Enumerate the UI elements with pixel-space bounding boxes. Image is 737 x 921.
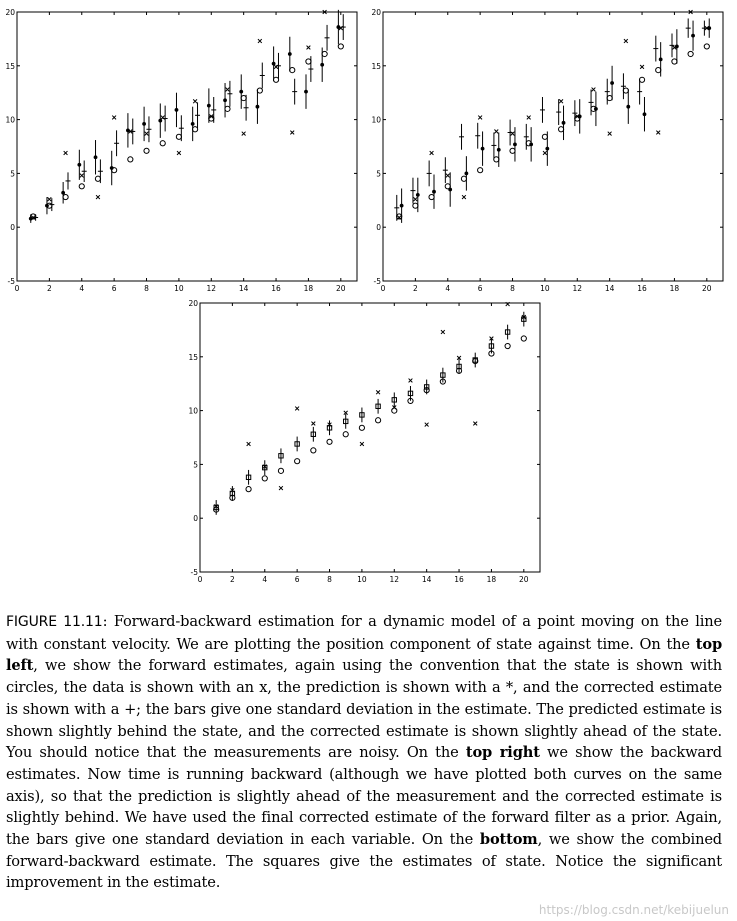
state-circle [262, 476, 267, 481]
data-x-mark [425, 423, 429, 427]
state-circle [461, 176, 466, 181]
prediction-star [675, 45, 679, 49]
x-tick-label: 18 [303, 284, 314, 293]
state-circle [359, 425, 364, 430]
state-circle [397, 214, 402, 219]
state-circle [375, 418, 380, 423]
x-tick-label: 6 [111, 284, 117, 293]
state-circle [343, 432, 348, 437]
prediction-star [562, 121, 566, 125]
data-x-mark [311, 422, 315, 426]
data-x-mark [279, 486, 283, 490]
x-tick-label: 0 [197, 575, 203, 584]
prediction-star [691, 34, 695, 38]
prediction-star [513, 142, 517, 146]
data-x-mark [494, 130, 498, 134]
x-tick-label: 0 [14, 284, 20, 293]
y-tick-label: 10 [371, 115, 381, 125]
data-x-mark [446, 174, 450, 178]
x-tick-label: 4 [79, 284, 85, 293]
x-tick-label: 4 [445, 284, 451, 293]
figure-caption [6, 611, 722, 894]
y-tick-label: -5 [373, 277, 381, 286]
prediction-star [594, 107, 598, 111]
y-tick-label: 10 [5, 115, 15, 125]
x-tick-label: 16 [271, 284, 281, 293]
y-tick-label: 5 [193, 460, 198, 470]
state-circle [704, 44, 709, 49]
data-x-mark [247, 442, 251, 446]
state-circle [558, 127, 563, 132]
x-tick-label: 2 [46, 284, 52, 293]
data-x-mark [441, 330, 445, 334]
state-circle [311, 448, 316, 453]
y-tick-label: 0 [376, 223, 381, 233]
data-x-mark [413, 197, 417, 201]
state-circle [542, 134, 547, 139]
x-tick-label: 6 [477, 284, 483, 293]
data-x-mark [462, 195, 466, 199]
prediction-star [529, 142, 533, 146]
x-tick-label: 16 [637, 284, 647, 293]
data-x-mark [592, 88, 596, 92]
x-tick-label: 6 [294, 575, 300, 584]
x-tick-label: 8 [510, 284, 515, 293]
data-x-mark [360, 442, 364, 446]
caption-bold-top-right: top right [465, 744, 540, 762]
prediction-star [643, 112, 647, 116]
data-x-mark [473, 422, 477, 426]
state-circle [505, 343, 510, 348]
x-tick-label: 10 [174, 284, 184, 293]
state-circle [278, 468, 283, 473]
prediction-star [610, 81, 614, 85]
data-x-mark [543, 151, 547, 155]
x-tick-label: 20 [702, 284, 712, 293]
backward-estimates-plot [0, 0, 737, 300]
prediction-star [578, 114, 582, 118]
state-circle [639, 77, 644, 82]
y-tick-label: 20 [188, 299, 198, 308]
x-tick-label: 18 [669, 284, 680, 293]
caption-bold-bottom: bottom [479, 831, 538, 849]
state-circle [607, 95, 612, 100]
state-circle [510, 148, 515, 153]
prediction-star [626, 105, 630, 109]
prediction-star [400, 204, 404, 208]
state-circle [623, 88, 628, 93]
caption-bold-top-left: top left [6, 635, 722, 675]
y-tick-label: 0 [10, 223, 15, 233]
prediction-star [481, 147, 485, 151]
prediction-star [707, 26, 711, 30]
x-tick-label: 12 [389, 575, 400, 584]
data-x-mark [608, 132, 612, 136]
x-tick-label: 20 [519, 575, 529, 584]
state-circle [656, 68, 661, 73]
y-tick-label: 5 [376, 169, 381, 179]
figure-label: FIGURE 11.11 [6, 614, 103, 630]
y-tick-label: 10 [188, 406, 198, 416]
data-x-mark [478, 116, 482, 120]
x-tick-label: 20 [336, 284, 346, 293]
prediction-star [416, 193, 420, 197]
prediction-star [464, 172, 468, 176]
prediction-star [448, 188, 452, 192]
y-tick-label: -5 [190, 568, 198, 577]
state-circle [246, 487, 251, 492]
x-tick-label: 4 [262, 575, 268, 584]
x-tick-label: 18 [486, 575, 497, 584]
y-tick-label: 20 [5, 8, 15, 17]
watermark: https://blog.csdn.net/kebijuelun [538, 903, 729, 917]
combined-estimates-plot [0, 290, 737, 590]
x-tick-label: 12 [572, 284, 583, 293]
x-tick-label: 14 [421, 575, 432, 584]
state-circle [688, 51, 693, 56]
caption-text-3: we show the backward estimates. Now time is running backward (although we have plotted both curves on the same axis), so that the prediction is slightly ahead of the measurement and the corrected estimate is slightly behind. We have used the final corrected estimate of the forward filter as a prior. Again, the bars give one standard deviation in each variable. On the [6, 744, 722, 849]
caption-text-4: , we show the combined forward-backward estimate. The squares give the estimates of state. Notice the significant improvement in the estimate. [6, 831, 722, 892]
x-tick-label: 8 [144, 284, 149, 293]
caption-text-2: , we show the forward estimates, again using the convention that the state is shown with circles, the data is shown with an x, the prediction is shown with a *, and the corrected estimate is shown with a +; the bars give one standard deviation in the estimate. The predicted estimate is shown slightly behind the state, and the corrected estimate is shown slightly ahead of the state. You should notice that the measurements are noisy. On the [6, 657, 722, 762]
x-tick-label: 8 [327, 575, 332, 584]
x-tick-label: 16 [454, 575, 464, 584]
data-x-mark [409, 379, 413, 383]
y-tick-label: 15 [5, 61, 15, 71]
x-tick-label: 0 [380, 284, 386, 293]
prediction-star [497, 148, 501, 152]
caption-text-1: : Forward-backward estimation for a dynamic model of a point moving on the line with constant velocity. We are plotting the position component of state against time. On the [6, 613, 722, 653]
x-tick-label: 2 [229, 575, 235, 584]
data-x-mark [559, 99, 563, 103]
y-tick-label: 5 [10, 169, 15, 179]
state-circle [327, 439, 332, 444]
prediction-star [659, 57, 663, 61]
data-x-mark [295, 407, 299, 411]
data-x-mark [656, 131, 660, 135]
y-tick-label: 20 [371, 8, 381, 17]
data-x-mark [430, 151, 434, 155]
data-x-mark [376, 390, 380, 394]
state-circle [494, 157, 499, 162]
x-tick-label: 10 [357, 575, 367, 584]
x-tick-label: 14 [604, 284, 615, 293]
x-tick-label: 14 [238, 284, 249, 293]
x-tick-label: 12 [206, 284, 217, 293]
data-x-mark [527, 116, 531, 120]
y-tick-label: -5 [7, 277, 15, 286]
prediction-star [545, 147, 549, 151]
state-circle [413, 203, 418, 208]
state-circle [521, 336, 526, 341]
prediction-star [432, 190, 436, 194]
state-circle [295, 459, 300, 464]
x-tick-label: 2 [412, 284, 418, 293]
x-tick-label: 10 [540, 284, 550, 293]
state-circle [429, 194, 434, 199]
data-x-mark [640, 65, 644, 69]
state-circle [478, 168, 483, 173]
data-x-mark [624, 39, 628, 43]
state-circle [672, 59, 677, 64]
y-tick-label: 0 [193, 514, 198, 524]
y-tick-label: 15 [188, 352, 198, 362]
y-tick-label: 15 [371, 61, 381, 71]
